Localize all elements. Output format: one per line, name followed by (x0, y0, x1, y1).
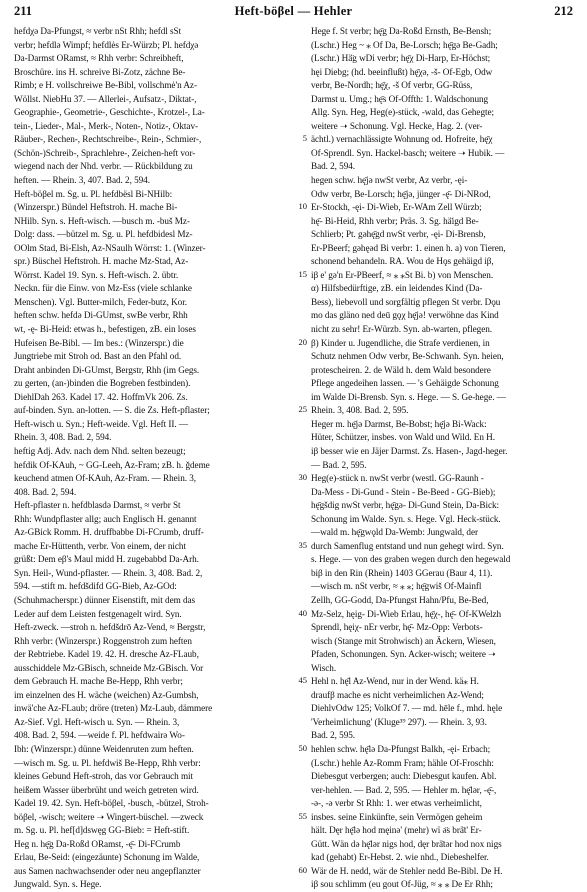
text-line: zu gerten, (an-)binden die Bogreben festbinden). (14, 378, 191, 389)
text-line: schonend behandeln. RA. Wou de Hǫs gehäigd iβ, (311, 256, 494, 267)
text-line: inwä'che Az-FLaub; dröre (treten) Mz-Laub, dämmere (14, 703, 213, 714)
text-line: Hufeisen Be-Bibl. — Im bes.: (Winzerspr.) die (14, 337, 184, 348)
text-line: Bad. 2, 594. (311, 161, 356, 172)
text-line: Heft-pflaster n. hefdblasdǝ Darmst, ≈ verbr St (14, 500, 181, 511)
text-line: Rhein. 3, 408. Bad. 2, 595. (311, 405, 409, 416)
running-header (14, 4, 573, 20)
text-line: Heg n. hę̄g Da-Roßd ORamst, -ę̄- Di-FCrumb (14, 838, 181, 849)
text-line: durch Samenflug entstand und nun gehegt wird. Syn. (311, 540, 504, 551)
text-line: Pfaden, Schonungen. Syn. Acker-wisch; weitere ➝ (311, 649, 496, 660)
text-line: auf-binden. Syn. an-lotten. — S. die Zs. Heft-pflaster; (14, 405, 210, 416)
text-line: Jungtriebe mit Stroh od. Bast an den Pfahl od. (14, 351, 182, 362)
text-line: hehlen schw. hę̄lǝ Da-Pfungst Balkh, -ęi- Erbach; (311, 743, 491, 754)
text-line: (Winzerspr.) Bündel Heftstroh. H. mache Bi- (14, 202, 178, 213)
text-line: Diebesgut verbergen; auch: Diebesgut kaufen. Abl. (311, 771, 497, 782)
text-line: Leder auf dem Leisten festgenagelt wird. Syn. (14, 608, 182, 619)
text-line: kad (gehabt) Er-Hebst. 2. wie nhd., Diebeshelfer. (311, 852, 489, 863)
text-line: Hüter, Schützer, insbes. von Wald und Wild. En H. (311, 432, 495, 443)
text-line: Syn. Heil-, Wund-pflaster. — Rhein. 3, 408. Bad. 2, (14, 567, 203, 578)
text-line: im Walde Di-Brensb. Syn. s. Hege. — S. Ge-hege. — (311, 391, 506, 402)
text-line: -ǝ-, -ǝ verbr St Rhh: 1. wer etwas verheimlicht, (311, 798, 482, 809)
left-column (14, 25, 289, 890)
text-line: hegen schw. hę̄jǝ nwSt verbr, Az verbr, -ęi- (311, 175, 468, 186)
text-line: Heg(e)-stück n. nwSt verbr (westl. GG-Raunh - (311, 473, 484, 484)
text-line: Menschen). Vgl. Butter-milch, Feder-butz, Kor. (14, 296, 187, 307)
line-number: 35 (298, 539, 307, 550)
text-line: Draht anbinden Di-GUmst, Bergstr, Rhh (im Gegs. (14, 364, 200, 375)
text-line: mache Er-Hüttenth, verbr. Von einem, der nicht (14, 540, 186, 551)
text-line: Da-Darmst ORamst, ≈ Rhh verbr: Schreibheft, (14, 53, 184, 64)
text-line: Räuber-, Rechen-, Rechtschreibe-, Rein-, Schmier-, (14, 134, 202, 145)
text-line: verbr, Be-Nordh; hę̄χ, -š Of verbr, GG-Rüss, (311, 80, 473, 91)
text-line: iβ sou schlimm (eu gout Of-Jüg, ≈ ⁎ ⁎ De Er Rhh; (311, 879, 493, 890)
text-line: aus Samen nachwachsender oder neu angepflanzter (14, 865, 201, 876)
text-line: Az-Sief. Vgl. Heft-wisch u. Syn. — Rhein. 3, (14, 716, 180, 727)
text-line: Odw verbr, Be-Lorsch; hę̄jǝ, jünger -ę̄- Di-NRod, (311, 188, 491, 199)
text-line: draufβ mache es nicht verheimlichen Az-Wend; (311, 689, 484, 700)
text-line: s. Hege. — von des graben wegen durch den hegewald (311, 554, 511, 565)
text-line: dem Gebrauch H. mache Be-Hepp, Rhh verbr; (14, 676, 183, 687)
text-line: Er-Stockh, -ęi- Di-Wieb, Er-WAm Zell Würzb; (311, 202, 482, 213)
text-line: insbes. seine Einkünfte, sein Vermögen geheim (311, 811, 483, 822)
line-number: 10 (298, 201, 307, 212)
text-line: Rhein. 3, 408. Bad. 2, 594. (14, 432, 112, 443)
text-line: Wöllst. NiebHu 37. — Allerlei-, Aufsatz-, Diktat-, (14, 93, 197, 104)
right-column (311, 25, 573, 890)
text-line: wiegend nach der Nhd. verbr. — Rückbildung zu (14, 161, 193, 172)
text-line: NHilb. Syn. s. Heft-wisch. —busch m. -buš Mz- (14, 215, 190, 226)
text-line: Sprendl, hęiχ- nEr verbr, hę̄- Mz-Opp: Verbots- (311, 622, 483, 633)
line-number: 40 (298, 607, 307, 618)
text-line: Bad. 2, 595. (311, 730, 356, 741)
text-line: Allg. Syn. Heg, Heg(e)-stück, -wald, das Gehegte; (311, 107, 495, 118)
text-line: Mz-Selz, hęig- Di-Wieb Erlau, hę̄χ-, hę̄- Of-KWelzh (311, 608, 502, 619)
text-line: Schutz nehmen Odw verbr, Be-Schwanh. Syn. heien, (311, 351, 504, 362)
line-number-gutter (291, 25, 309, 876)
line-number: 30 (298, 472, 307, 483)
text-line: Gütt. Wän dǝ hę̄lǝr nigs hod, dęr brä̈tǝr hod nox nigs (311, 838, 502, 849)
text-line: Hege f. St verbr; hę̄g Da-Roßd Ernsth, Be-Bensh; (311, 26, 492, 36)
text-line: DiehlDah 263. Kadel 17. 42. HoffmVk 206. Zs. (14, 391, 188, 402)
text-line: Ibh: (Winzerspr.) dünne Weidenruten zum heften. (14, 743, 194, 754)
text-line: tein-, Lieder-, Mal-, Merk-, Noten-, Notiz-, Oktav- (14, 120, 199, 131)
text-line: 408. Bad. 2, 594. (14, 486, 77, 497)
text-line: im einzelnen des H. wäche (weichen) Az-Gumbsh, (14, 689, 199, 700)
text-line: (Lschr.) Hä̈g wDi verbr; hę̄χ Di-Harp, Er-Höchst; (311, 53, 491, 64)
text-line: Of-Sprendl. Syn. Hackel-basch; weitere ➝ Hubik. — (311, 147, 505, 158)
line-number: 15 (298, 268, 307, 279)
text-line: Bess), liebevoll und sorgfältig pflegen St verbr. Dǫu (311, 296, 501, 307)
line-number: 5 (302, 133, 307, 144)
text-line: ächtl.) vernachlässigte Wohnung od. Hofreite, hę̄χ (311, 134, 493, 145)
text-line: DiehlvOdw 125; VolkOf 7. — md. hēle f., mhd. hęle (311, 703, 503, 714)
text-line: Pflege angedeihen lassen. — 's Gehäigde Schonung (311, 378, 499, 389)
text-line: Rhh verbr: (Winzerspr.) Roggenstroh zum heften (14, 635, 192, 646)
text-line: hefdik Of-KAuh, ~ GG-Leeh, Az-Fram; zB. h. ǧdeme (14, 459, 210, 470)
text-line: —wald m. hę̄gwǫld Da-Wemb: Jungwald, der (311, 527, 478, 538)
text-line: protescheiren. 2. de Wäld h. dem Wald besondere (311, 364, 491, 375)
text-line: heftig Adj. Adv. nach dem Nhd. selten bezeugt; (14, 445, 186, 456)
text-line: heißem Wasser überbrüht und weich getreten wird. (14, 784, 199, 795)
text-line: iβ besser wie en Jäjer Darmst. Zs. Hasen-, Jagd-heger. (311, 445, 508, 456)
line-number: 20 (298, 336, 307, 347)
text-line: Da-Mess - Di-Gund - Stein - Be-Beed - GG-Bieb); (311, 486, 496, 497)
text-line: kleines Gebund Heft-stroh, das vor Gebrauch mit (14, 771, 194, 782)
line-number: 55 (298, 810, 307, 821)
text-line: hę̄- Bi-Heid, Rhh verbr; Präs. 3. Sg. hä̈igd Be- (311, 215, 479, 226)
text-line: Kadel 19. 42. Syn. Heft-böβel, -busch, -bützel, Stroh- (14, 798, 209, 809)
text-line: keuchend atmen Of-KAuh, Az-Fram. — Rhein. 3, (14, 473, 197, 484)
text-line: mo das gläno ned deū gǫχ hę̄jǝ! verwöhne das Kind (311, 310, 499, 321)
text-line: grüßt: Dem eβ's Maul midd H. zugebabbd Da-Arh. (14, 554, 199, 565)
text-line: verbr; hefdlǝ Wimpf; hefdlės Er-Würzb; Pl. hefdχǝ (14, 39, 199, 50)
text-line: Wär de H. nedd, wär de Stehler nedd Be-Bibl. De H. (311, 865, 503, 876)
text-line: Broschüre. ins H. schreive Bi-Zotz, zächne Be- (14, 66, 186, 77)
text-line: (Lschr.) hehle Az-Romm Fram; hähle Of-Froschh: (311, 757, 494, 768)
text-line: Heft-wisch u. Syn.; Heft-weide. Vgl. Heft II. — (14, 418, 189, 429)
text-line: iβ e' gǝ'n Er-PBeerf, ≈ ⁎ ⁎St Bi. b) von Menschen. (311, 269, 494, 280)
line-number: 25 (298, 404, 307, 415)
text-line: hefdχǝ Da-Pfungst, ≈ verbr nSt Rhh; hefdl sSt (14, 26, 182, 36)
text-line: böβel, -wisch; weitere ➝ Wingert-büschel. —zweck (14, 811, 204, 822)
line-number: 50 (298, 743, 307, 754)
text-line: heften schw. hefdǝ Di-GUmst, swBe verbr, Rhh (14, 310, 188, 321)
text-line: heften. — Rhein. 3, 407. Bad. 2, 594. (14, 175, 150, 186)
text-line: Neckn. für die Einw. von Mz-Ess (viele schlanke (14, 283, 192, 294)
text-line: m. Sg. u. Pl. hef[d]dswęg GG-Bieb: = Heft-stift. (14, 825, 190, 836)
line-number: 60 (298, 865, 307, 876)
text-line: Hehl n. hę̄l Az-Wend, nur in der Wend. kä⁎ H. (311, 676, 479, 687)
text-line: Wisch. (311, 662, 337, 673)
text-line: 'Verheimlichung' (Kluge³⁹ 297). — Rhein. 3, 93. (311, 716, 487, 727)
text-line: Heft-böβel m. Sg. u. Pl. hefdbësl Bi-NHilb: (14, 188, 173, 199)
text-line: α) Hilfsbedürftige, zB. ein leidendes Kind (Da- (311, 283, 483, 294)
text-line: 408. Bad. 2, 594. —weide f. Pl. hefdwairǝ Wo- (14, 730, 185, 741)
text-line: —wisch m. Sg. u. Pl. hefdwiš Be-Hepp, Rhh verbr: (14, 757, 201, 768)
text-line: Dolg: dass. —bützel m. Sg. u. Pl. hefdbidesl Mz- (14, 229, 193, 240)
text-line: 594. —stift m. hefdšdifd GG-Bieb, Az-GOd: (14, 581, 177, 592)
text-line: Heger m. hę̄jǝ Darmst, Be-Bobst; hę̄jǝ Bi-Wack: (311, 418, 487, 429)
text-line: Rimb; e H. vollschreiwe Be-Bibl, vollschmė'n Az- (14, 80, 197, 91)
text-line: Zellh, GG-Godd, Da-Pfungst Hahn/Pfu, Be-Bed, (311, 594, 489, 605)
text-line: Schonung im Walde. Syn. s. Hege. Vgl. Heck-stück. (311, 513, 501, 524)
text-line: ausschiddele Mz-GBisch, schneide Mz-GBisch. Vor (14, 662, 204, 673)
text-line: hält. Dęr hę̄lǝ hod męinǝ' (mehr) wï ǝ̈s brä̈t' Er- (311, 825, 482, 836)
text-line: Geographie-, Geometrie-, Geschichte-, Krotzel-, La- (14, 107, 205, 118)
text-line: wt, -ę- Bi-Heid: etwas h., befestigen, zB. ein loses (14, 324, 196, 335)
text-line: Darmst u. Umg.; hę̄s Of-Offth: 1. Waldschonung (311, 93, 489, 104)
text-line: wisch (Stange mit Strohwisch) an Äckern, Wiesen, (311, 635, 496, 646)
text-line: ver-hehlen. — Bad. 2, 595. — Hehler m. hę̄lǝr, -ę̄-, (311, 784, 497, 795)
text-line: der Rebtriebe. Kadel 19. 42. H. dresche Az-FLaub, (14, 649, 199, 660)
text-line: β) Kinder u. Jugendliche, die Strafe verdienen, in (311, 337, 490, 348)
text-line: Rhh: Wundpflaster allg; auch Englisch H. genannt (14, 513, 197, 524)
text-line: Az-GBick Romm. H. druffbabbe Di-FCrumb, druff- (14, 527, 204, 538)
text-line: Erlau, Be-Seid: (eingezäunte) Schonung im Walde, (14, 852, 200, 863)
text-line: (Lschr.) Heg ~ ⁎ Of Da, Be-Lorsch; hę̄gǝ Be-Gadh; (311, 39, 498, 50)
text-line: nicht zu sehr! Er-Würzb. Syn. ab-warten, pflegen. (311, 324, 493, 335)
text-line: spr.) Büschel Heftstroh. H. mache Mz-Stad, Az- (14, 256, 189, 267)
text-line: (Schuhmacherspr.) dünner Eisenstift, mit dem das (14, 594, 196, 605)
text-line: Wörrst. Kadel 19. Syn. s. Heft-wisch. 2. übtr. (14, 269, 179, 280)
text-line: Er-PBeerf; gǝhęǝd Bi verbr: 1. einen h. a) von Tieren, (311, 242, 506, 253)
text-line: Heft-zweck. —stroh n. hefdšdrō Az-Vend, ≈ Bergstr, (14, 622, 206, 633)
text-line: (Schön-)Schreib-, Sprachlehre-, Zeichen-heft vor- (14, 147, 196, 158)
line-number: 45 (298, 675, 307, 686)
text-line: — Bad. 2, 595. (311, 459, 367, 470)
text-line: biβ in den Rin (Rhein) 1403 GGerau (Baur 4, 11). (311, 567, 493, 578)
text-line: Schlierb; Pt. gǝhę̄gd nwSt verbr, -ęi- Di-Brensb, (311, 229, 486, 240)
text-line: weitere ➝ Schonung. Vgl. Hecke, Hag. 2. (ver- (311, 120, 483, 131)
text-line: hę̄gšdig nwSt verbr, hę̄gǝ- Di-Gund Stein, Da-Bick: (311, 500, 500, 511)
page-number-right: 212 (554, 4, 573, 18)
page-number-left: 211 (14, 4, 33, 18)
text-line: OOlm Stad, Bi-Elsh, Az-NSaulh Wörrst: 1. (Winzer- (14, 242, 206, 253)
text-line: hęi Diebg; (hd. beeinflußt) hę̄χǝ, -š- Of-Egb, Odw (311, 66, 493, 77)
text-line: Jungwald. Syn. s. Hege. (14, 879, 102, 890)
running-title: Heft-böβel — Hehler (234, 4, 353, 18)
text-line: —wisch m. nSt verbr, ≈ ⁎ ⁎; hę̄gwiš Of-Mainfl (311, 581, 482, 592)
